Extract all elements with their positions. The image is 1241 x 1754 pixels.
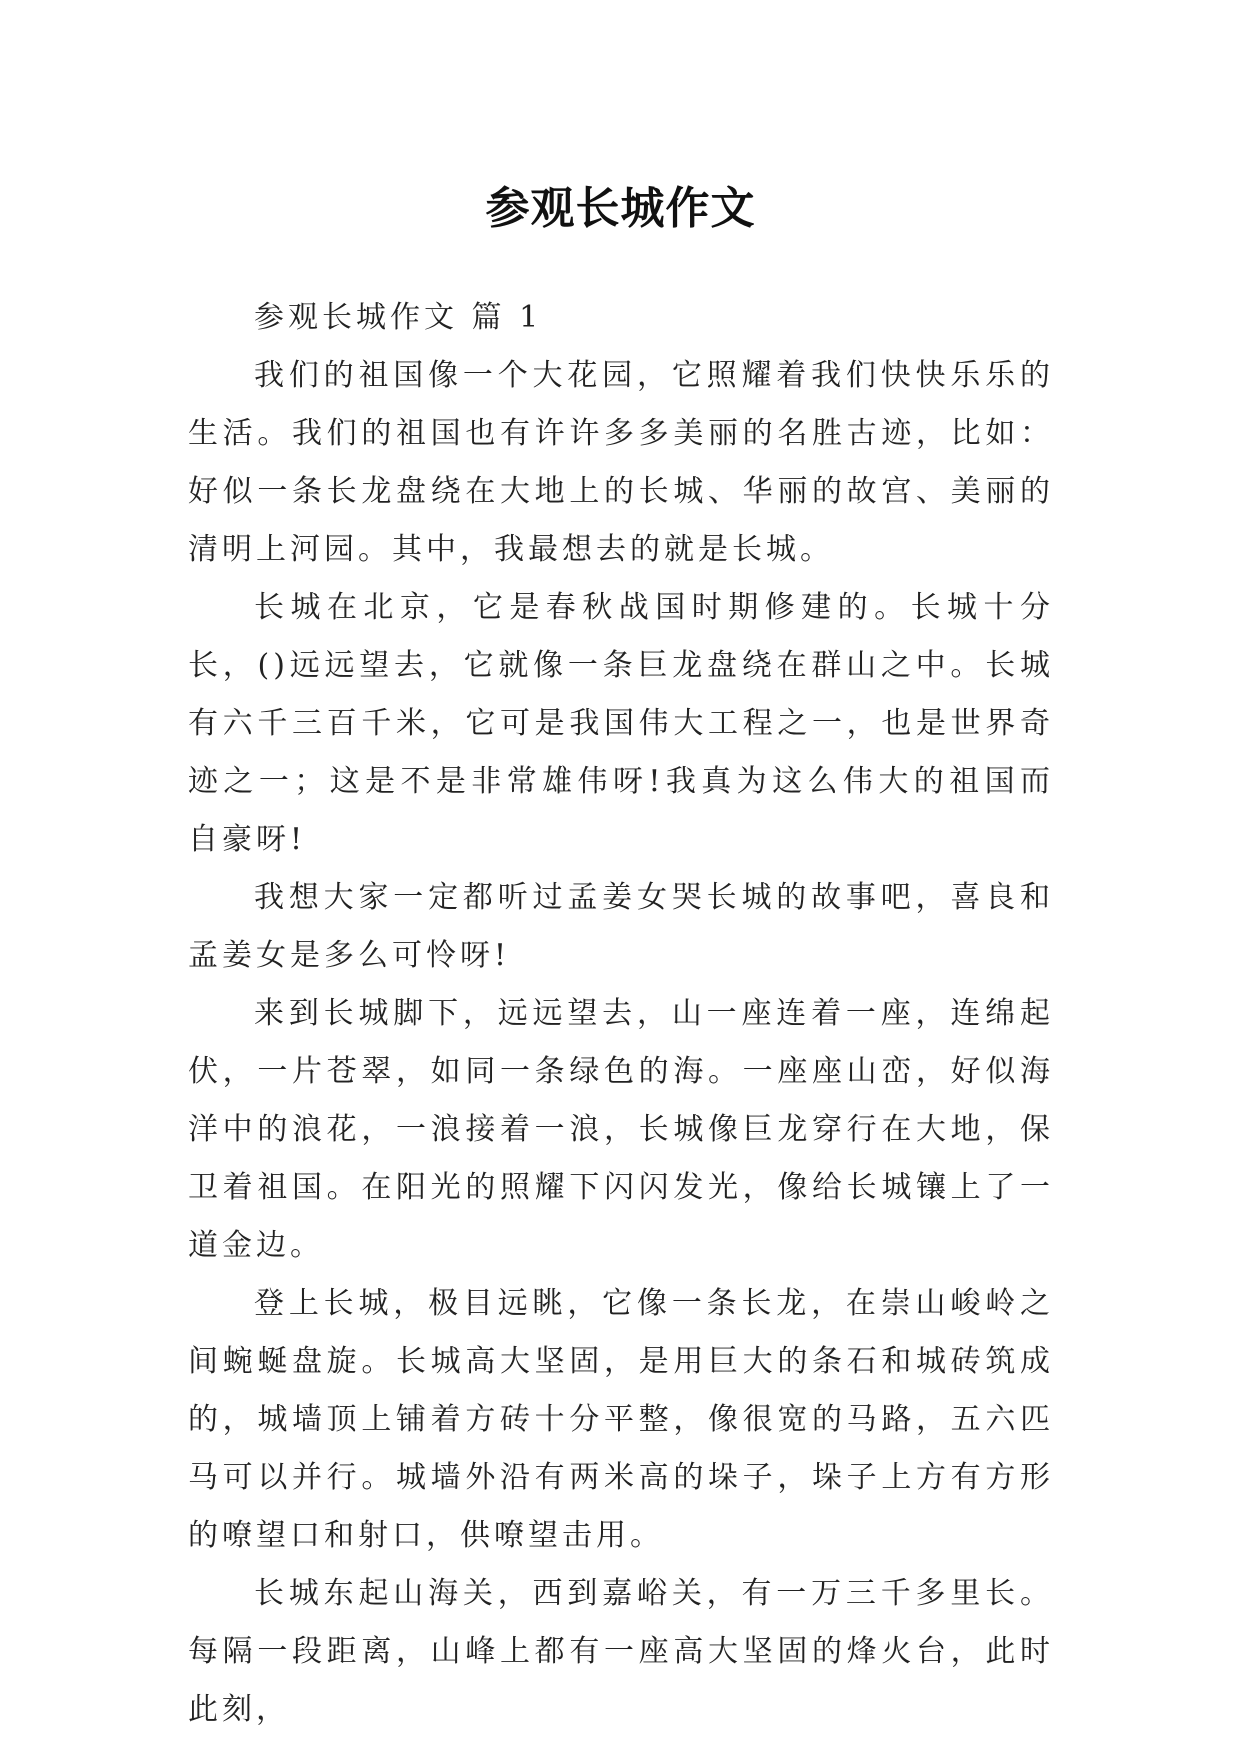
section-heading: 参观长城作文 篇 1 bbox=[254, 300, 543, 335]
paragraph: 长城东起山海关，西到嘉峪关，有一万三千多里长。每隔一段距离，山峰上都有一座高大坚固的烽火台，此时此刻， bbox=[188, 1576, 1054, 1727]
paragraph: 我想大家一定都听过孟姜女哭长城的故事吧，喜良和孟姜女是多么可怜呀! bbox=[188, 880, 1054, 973]
document-body bbox=[188, 289, 1054, 1739]
paragraph: 来到长城脚下，远远望去，山一座连着一座，连绵起伏，一片苍翠，如同一条绿色的海。一座座山峦，好似海洋中的浪花，一浪接着一浪，长城像巨龙穿行在大地，保卫着祖国。在阳光的照耀下闪闪发光，像给长城镶上了一道金边。 bbox=[188, 996, 1054, 1263]
document-title: 参观长城作文 bbox=[485, 183, 756, 235]
paragraph: 我们的祖国像一个大花园，它照耀着我们快快乐乐的生活。我们的祖国也有许许多多美丽的名胜古迹，比如：好似一条长龙盘绕在大地上的长城、华丽的故宫、美丽的清明上河园。其中，我最想去的就是长城。 bbox=[188, 358, 1054, 567]
paragraph: 长城在北京，它是春秋战国时期修建的。长城十分长，()远远望去，它就像一条巨龙盘绕在群山之中。长城有六千三百千米，它可是我国伟大工程之一，也是世界奇迹之一；这是不是非常雄伟呀!我真为这么伟大的祖国而自豪呀! bbox=[188, 590, 1054, 857]
paragraph: 登上长城，极目远眺，它像一条长龙，在崇山峻岭之间蜿蜒盘旋。长城高大坚固，是用巨大的条石和城砖筑成的，城墙顶上铺着方砖十分平整，像很宽的马路，五六匹马可以并行。城墙外沿有两米高的垛子，垛子上方有方形的嘹望口和射口，供嘹望击用。 bbox=[188, 1286, 1054, 1553]
